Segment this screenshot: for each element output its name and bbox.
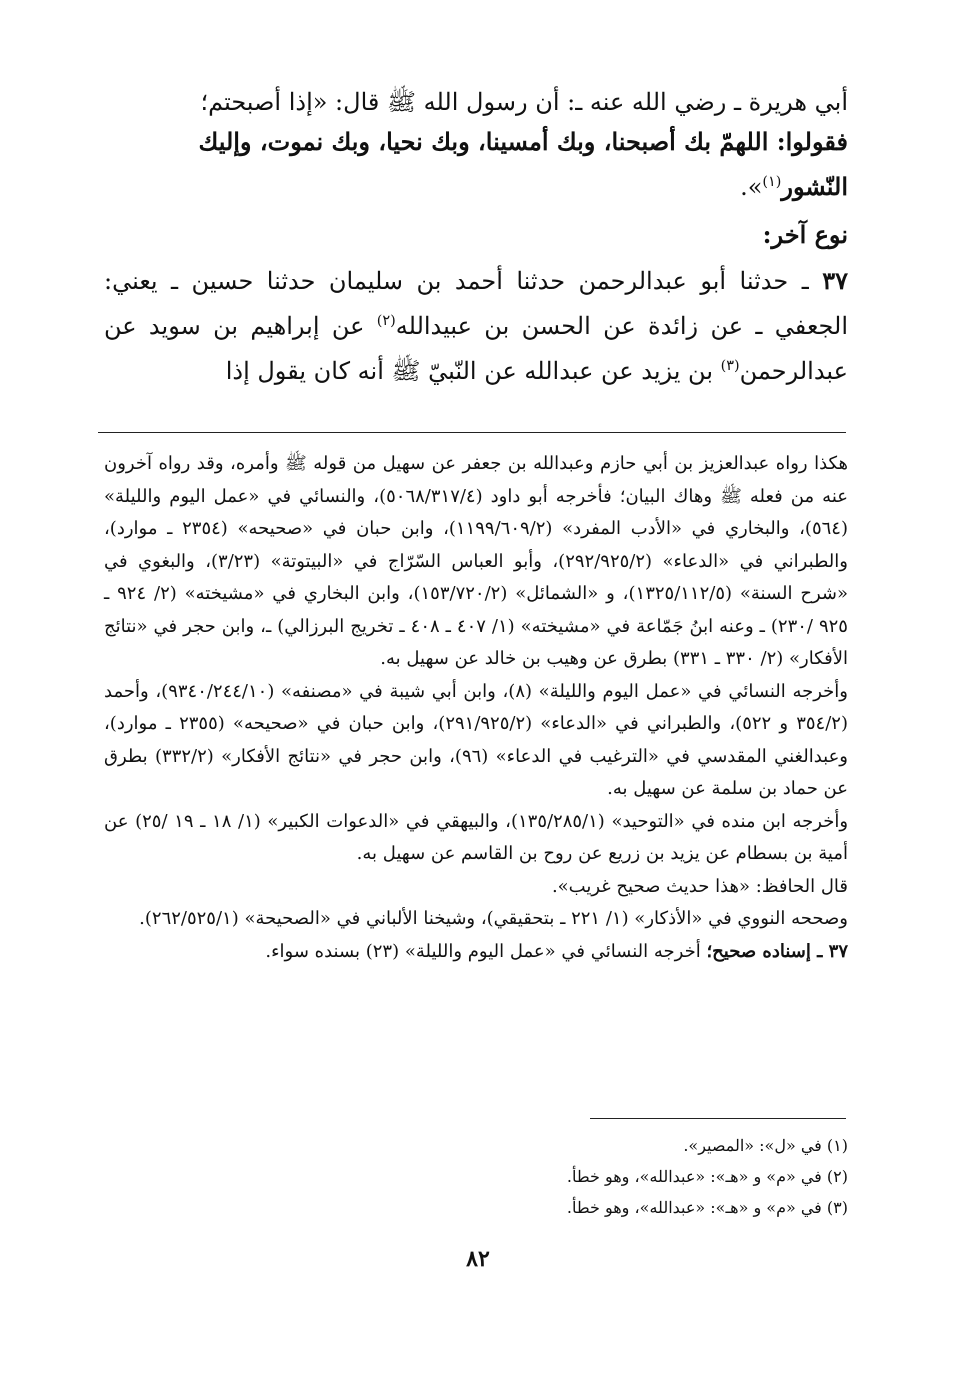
footnote-1: (١) في «ل»: «المصير». — [683, 1136, 848, 1155]
hadith-text-1: أبي هريرة ـ رضي الله عنه ـ: أن رسول الله ﷺ قال: «إذا أصبحتم؛ — [200, 88, 848, 116]
main-line-2 — [104, 122, 848, 162]
hadith-number: ٣٧ — [822, 266, 848, 295]
page-number: ٨٢ — [466, 1246, 490, 1272]
note-paragraph-1: هكذا رواه عبدالعزيز بن أبي حازم وعبدالله بن جعفر عن سهيل من قوله ﷺ وأمره، وقد رواه آخرون عنه من فعله ﷺ وهاك البيان؛ فأخرجه أبو داود (٥٠٦٨/٣١٧/٤)، والنسائي في «عمل اليوم والليلة» (٥٦٤)، والبخاري في «الأدب المفرد» (١١٩٩/٦٠٩/٢)، وابن حبان في «صحيحه» (٢٣٥٤ ـ موارد)، والطبراني في «الدعاء» (٢٩٢/٩٢٥/٢)، وأبو العباس السّرّاج في «البيتوتة» (٣/٢٣)، والبغوي في «شرح السنة» (١٣٢٥/١١٢/٥)، و «الشمائل» (١٥٣/٧٢٠/٢)، وابن البخاري في «مشيخته» (٢/ ٩٢٤ ـ ٩٢٥ /٢٣٠) ـ وعنه ابنُ جَمّاعة في «مشيخته» (١/ ٤٠٧ ـ ٤٠٨ ـ تخريج البرزالي) ـ، وابن حجر في «نتائج الأفكار» (٢/ ٣٣٠ ـ ٣٣١) بطرق عن وهيب بن خالد عن سهيل به. — [104, 453, 849, 669]
takhrij-notes — [104, 448, 848, 968]
footnote-ref-3: (٣) — [720, 358, 740, 374]
note-paragraph-6 — [104, 936, 848, 969]
footnote-ref-2: (٢) — [376, 313, 396, 329]
isnad-text-b: عن إبراهيم بن سويد عن عبدالرحمن — [104, 312, 848, 385]
note-paragraph-4: قال الحافظ: «هذا حديث صحيح غريب». — [551, 875, 848, 897]
note-paragraph-2: وأخرجه النسائي في «عمل اليوم والليلة» (٨)، وابن أبي شيبة في «مصنفه» (٩٣٤٠/٢٤٤/١٠)، وأحمد (٣٥٤/٢ و ٥٢٢)، والطبراني في «الدعاء» (٢٩١/٩٢٥/٢)، وابن حبان في «صحيحه» (٢٣٥٥ ـ موارد)، وعبدالغني المقدسي في «الترغيب في الدعاء» (٩٦)، وابن حجر في «نتائج الأفكار» (٣٣٢/٢) بطرق عن حماد بن سلمة عن سهيل به. — [104, 680, 849, 799]
main-line-3 — [104, 162, 848, 207]
footnotes — [104, 1130, 848, 1223]
main-text — [104, 82, 848, 391]
note-paragraph-3: وأخرجه ابن منده في «التوحيد» (١٣٥/٢٨٥/١)، والبيهقي في «الدعوات الكبير» (١/ ١٨ ـ ١٩ /٢٥) عن أمية بن بسطام عن يزيد بن زريع عن روح بن القاسم عن سهيل به. — [104, 810, 849, 864]
section-heading: نوع آخر: — [762, 220, 848, 249]
note-text: أخرجه النسائي في «عمل اليوم والليلة» (٢٣) بسنده سواء. — [265, 940, 707, 962]
footnote-3: (٣) في «م» و «هـ»: «عبدالله»، وهو خطأ. — [566, 1198, 848, 1217]
note-grade: ـ إسناده صحيح؛ — [706, 940, 829, 962]
footnote-2: (٢) في «م» و «هـ»: «عبدالله»، وهو خطأ. — [566, 1167, 848, 1186]
hadith-text-3: النّشور — [781, 172, 848, 201]
isnad-text-a: ـ حدثنا أبو عبدالرحمن حدثنا أحمد بن سليمان حدثنا حسين ـ يعني: الجعفي ـ عن زائدة عن الحسن بن عبيدالله — [104, 267, 849, 340]
main-line-1 — [104, 82, 848, 122]
note-paragraph-5: وصححه النووي في «الأذكار» (١/ ٢٢١ ـ بتحقيقي)، وشيخنا الألباني في «الصحيحة» (٢٦٢/٥٢٥/١). — [139, 908, 848, 929]
note-hadith-number: ٣٧ — [828, 940, 848, 962]
hadith-37-paragraph — [104, 261, 848, 391]
isnad-text-c: بن يزيد عن عبدالله عن النّبيّ ﷺ أنه كان يقول إذا — [225, 357, 721, 385]
footnotes-divider — [590, 1118, 846, 1119]
hadith-text-3-end: ». — [740, 173, 763, 201]
footnote-ref-1: (١) — [762, 174, 782, 190]
hadith-text-2: فقولوا: اللهمّ بك أصبحنا، وبك أمسينا، وبك نحيا، وبك نموت، وإليك — [198, 127, 848, 156]
notes-divider — [98, 432, 846, 433]
